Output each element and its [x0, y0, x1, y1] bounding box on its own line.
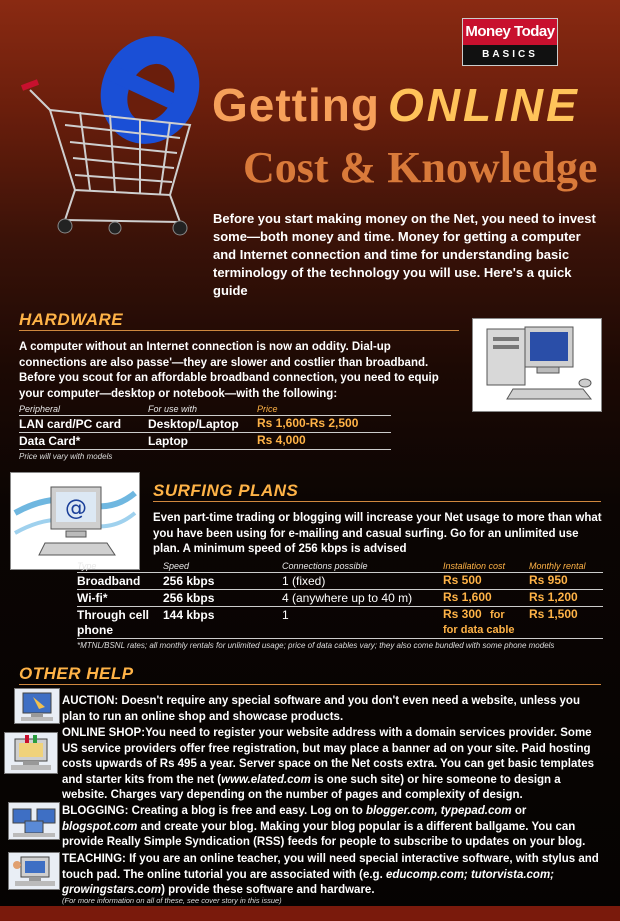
surfing-row-speed: 144 kbps	[163, 608, 215, 622]
logo-line2: BASICS	[463, 45, 557, 65]
help-item-teaching	[62, 852, 602, 899]
help-text: ) provide these software and hardware.	[161, 884, 375, 896]
other-help-heading: OTHER HELP	[19, 664, 134, 683]
surfing-row-rental: Rs 950	[529, 573, 568, 587]
intro-text: Before you start making money on the Net, you need to invest some—both money and time. Money for getting a computer and Internet connection and time for understanding basic terminology of the technology you will use. Here's a quick guide	[213, 211, 596, 298]
help-label: TEACHING:	[62, 853, 126, 865]
hardware-row-use: Laptop	[148, 434, 188, 448]
help-item-blogging	[62, 804, 602, 851]
help-item-online-shop	[62, 726, 602, 804]
surfing-heading: SURFING PLANS	[153, 481, 299, 500]
surfing-row-install: Rs 500	[443, 573, 482, 587]
help-label: ONLINE SHOP:	[62, 727, 146, 739]
surfing-row-install: Rs 300	[443, 607, 482, 621]
surfing-row-install: Rs 1,600	[443, 590, 492, 604]
help-item-auction	[62, 694, 602, 725]
help-text: You need to register your website address with a domain services provider. Some US service providers offer free registration, but may place a banner ad on your site. Paid hosting costs upwards of Rs 495 a year. Server space on the Net costs extra. You can get basic templates and starter kits from the net (	[62, 727, 594, 786]
surfing-row-speed: 256 kbps	[163, 591, 215, 605]
headline-getting: Getting	[212, 79, 380, 131]
help-text: Creating a blog is free and easy. Log on to	[128, 805, 366, 817]
logo-line1: Money Today	[463, 19, 557, 45]
hardware-body: A computer without an Internet connection is now an oddity. Dial-up connections are also passe'—they are slower and costlier than broadband. Before you scout for an affordable broadband connection, you need to equip your computer—desktop or notebook—with the following:	[19, 341, 439, 400]
hardware-heading: HARDWARE	[19, 310, 124, 329]
help-link[interactable]: www.elated.com	[221, 773, 311, 786]
hardware-rule	[19, 330, 459, 331]
surfing-body: Even part-time trading or blogging will increase your Net usage to more than what you have been using for e-mailing and casual surfing. Go for an unlimited use plan. A minimum speed of 256 kbps is advised	[153, 512, 602, 555]
surfing-table-rule	[77, 638, 603, 639]
hardware-note: Price will vary with models	[19, 452, 113, 461]
hardware-row-peripheral: Data Card*	[19, 434, 81, 448]
computer-icon	[472, 318, 602, 412]
teacher-icon	[8, 852, 60, 890]
help-link[interactable]: blogspot.com	[62, 820, 138, 833]
surfing-row-install-extra-a: for	[490, 609, 505, 621]
surfing-table-rule	[77, 589, 603, 590]
surfing-row-rental: Rs 1,500	[529, 607, 578, 621]
hardware-row-use: Desktop/Laptop	[148, 417, 239, 431]
other-help-rule	[19, 684, 601, 685]
surfing-row-type: Broadband	[77, 574, 141, 588]
shopping-cart-icon	[20, 30, 220, 240]
help-label: AUCTION:	[62, 695, 119, 707]
surfing-row-rental: Rs 1,200	[529, 590, 578, 604]
surfing-note: *MTNL/BSNL rates; all monthly rentals for unlimited usage; price of data cables vary; they also come bundled with some phone models	[77, 641, 555, 650]
hardware-row-peripheral: LAN card/PC card	[19, 417, 122, 431]
surfing-row-type: Wi-fi*	[77, 591, 108, 605]
auction-icon	[14, 688, 60, 724]
headline-online: ONLINE	[387, 79, 580, 131]
help-text: or	[511, 805, 527, 817]
surfing-header-connections: Connections possible	[282, 561, 368, 571]
surfing-header-rental: Monthly rental	[529, 561, 586, 571]
email-computer-icon	[10, 472, 140, 570]
footnote: (For more information on all of these, see cover story in this issue)	[62, 896, 282, 905]
surfing-row-connections: 1 (fixed)	[282, 574, 326, 588]
hardware-table-rule	[19, 449, 391, 450]
hardware-table-rule	[19, 432, 391, 433]
surfing-row-install-extra: for data cable	[443, 624, 515, 636]
help-link[interactable]: blogger.com, typepad.com	[365, 805, 512, 817]
svg-text:@: @	[65, 496, 87, 521]
hardware-row-price: Rs 1,600-Rs 2,500	[257, 416, 359, 430]
help-text: is one such site) or hire someone to design a website. Charges vary depending on the number of pages and complexity of design.	[62, 773, 561, 801]
surfing-row-connections: 1	[282, 608, 289, 622]
blog-icon	[8, 802, 60, 840]
hardware-row-price: Rs 4,000	[257, 433, 306, 447]
surfing-row-type: Through cell phone	[77, 608, 149, 637]
hardware-header-use: For use with	[148, 404, 198, 414]
surfing-table-rule	[77, 606, 603, 607]
surfing-row-connections: 4 (anywhere up to 40 m)	[282, 591, 413, 605]
surfing-rule	[153, 501, 601, 502]
surfing-header-speed: Speed	[163, 561, 190, 571]
surfing-header-type: Type	[77, 561, 97, 571]
surfing-table-rule	[77, 572, 603, 573]
surfing-row-speed: 256 kbps	[163, 574, 215, 588]
hardware-header-price: Price	[257, 404, 278, 414]
headline-subtitle: Cost & Knowledge	[243, 143, 598, 192]
hardware-header-peripheral: Peripheral	[19, 404, 61, 414]
help-label: BLOGGING:	[62, 805, 129, 817]
help-text: If you are an online teacher, you will need special interactive software, with stylus and touch pad. The online tutorial you are associated with (e.g.	[62, 853, 599, 881]
surfing-header-install: Installation cost	[443, 561, 506, 571]
headline	[212, 78, 580, 132]
help-text: Doesn't require any special software and you don't even need a website, unless you plan to run an online shop and showcase products.	[62, 695, 580, 723]
money-today-logo	[462, 18, 558, 66]
help-link[interactable]: educomp.com; tutorvista.com; growingstars.com	[62, 868, 555, 896]
shop-icon	[4, 732, 58, 774]
help-text: and create your blog. Making your blog popular is a different ballgame. You can provide Really Simple Syndication (RSS) feeds for people to subscribe to updates on your blog.	[62, 820, 586, 848]
bottom-bar	[0, 906, 620, 921]
